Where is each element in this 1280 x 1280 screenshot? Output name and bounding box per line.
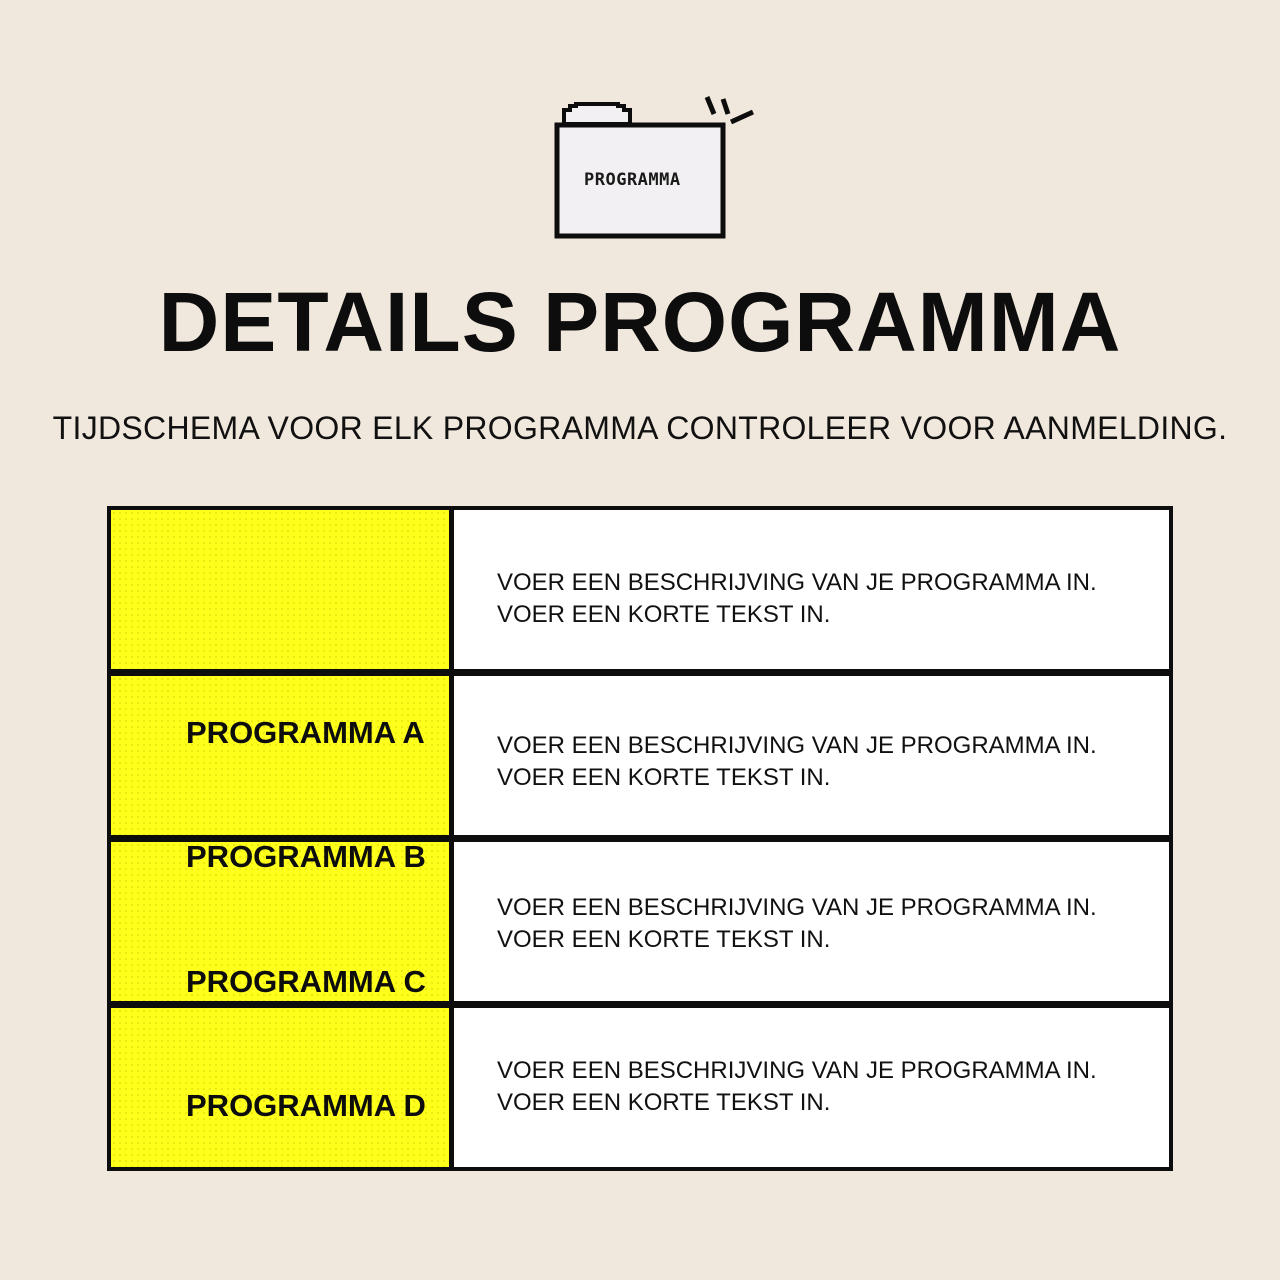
- folder-label: PROGRAMMA: [584, 170, 681, 190]
- description-line-2: VOER EEN KORTE TEKST IN.: [497, 601, 831, 628]
- program-label-b: PROGRAMMA B: [186, 839, 426, 874]
- description-line-2: VOER EEN KORTE TEKST IN.: [497, 764, 831, 791]
- description-line-1: VOER EEN BESCHRIJVING VAN JE PROGRAMMA IN.: [497, 894, 1097, 921]
- row-description: [497, 1055, 1097, 1119]
- description-line-2: VOER EEN KORTE TEKST IN.: [497, 926, 831, 953]
- program-label-c: PROGRAMMA C: [186, 964, 426, 999]
- program-label-d: PROGRAMMA D: [186, 1088, 426, 1123]
- page-subtitle: TIJDSCHEMA VOOR ELK PROGRAMMA CONTROLEER VOOR AANMELDING.: [52, 410, 1228, 446]
- yellow-cell: [111, 510, 454, 669]
- row-description: [497, 892, 1097, 956]
- description-line-1: VOER EEN BESCHRIJVING VAN JE PROGRAMMA IN.: [497, 732, 1097, 759]
- folder-icon: [552, 92, 758, 242]
- row-description: [497, 730, 1097, 794]
- program-label-a: PROGRAMMA A: [186, 715, 425, 750]
- table-row: [107, 672, 1173, 839]
- folder-graphic: [552, 92, 758, 242]
- description-line-2: VOER EEN KORTE TEKST IN.: [497, 1089, 831, 1116]
- page-title: DETAILS PROGRAMMA: [158, 275, 1122, 369]
- table-row: [107, 506, 1173, 673]
- description-line-1: VOER EEN BESCHRIJVING VAN JE PROGRAMMA IN.: [497, 569, 1097, 596]
- row-description: [497, 567, 1097, 631]
- yellow-cell: [111, 676, 454, 835]
- description-line-1: VOER EEN BESCHRIJVING VAN JE PROGRAMMA IN.: [497, 1057, 1097, 1084]
